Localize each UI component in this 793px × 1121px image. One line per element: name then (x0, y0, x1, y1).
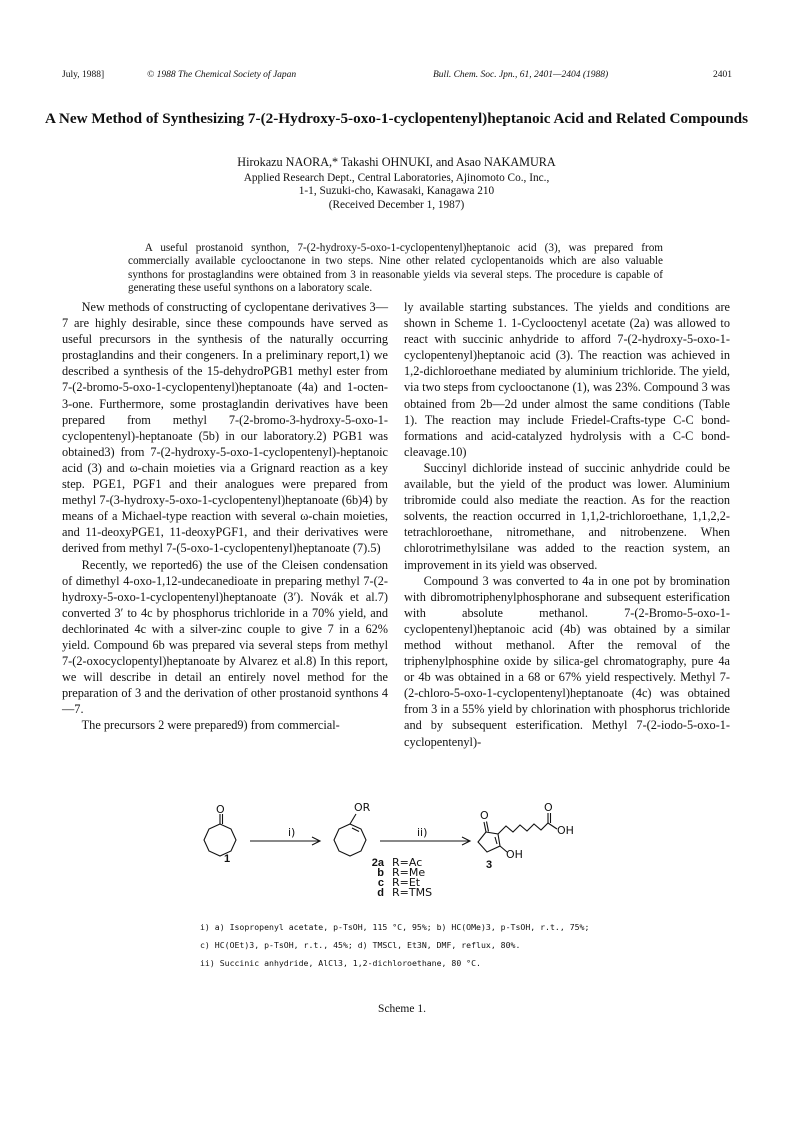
enol-ether-bond (350, 814, 356, 824)
arrow-1-label: i) (288, 826, 296, 839)
compound-label: c (377, 877, 384, 889)
substituent-label: R=Ac (392, 856, 423, 869)
compound-3-label: 3 (486, 859, 493, 871)
substituent-label: R=Et (392, 876, 421, 889)
compound-label: b (377, 867, 384, 879)
abstract: A useful prostanoid synthon, 7-(2-hydroxy-5-oxo-1-cyclopentenyl)heptanoic acid (3), was prepared from commercially available cyclooctanone in two steps. Nine other related cyclopentanoids which are also valuable synthons for prostaglandins were obtained from 3 in reasonable yields via several steps. The procedure is capable of generating these useful synthons on a laboratory scale. (128, 242, 663, 295)
paragraph: New methods of constructing of cyclopentane derivatives 3—7 are highly desirable, since these compounds have served as useful precursors in the synthesis of the naturally occurring prostaglandins and their congeners. In a preliminary report,1) we described a synthesis of the 15-dehydroPGB1 methyl ester from 7-(2-bromo-5-oxo-1-cyclopentenyl)heptanoate (4a) and 1-octen-3-one. Furthermore, some prostaglandin derivatives have been prepared from methyl 7-(2-bromo-3-hydroxy-5-oxo-1-cyclopentenyl)-heptanoate (5b) in our laboratory.2) PGB1 was obtained3) from 7-(2-hydroxy-5-oxo-1-cyclopentenyl)-heptanoic acid (3) and ω-chain moieties via a Grignard reaction as a key step. PGE1, PGF1 and their analogues were prepared from methyl 7-(3-hydroxy-5-oxo-1-cyclopentenyl)heptanoate (6b)4) by means of a Michael-type reaction with several ω-chain moieties, and 11-deoxyPGE1, 11-deoxyPGF1, and their derivatives were derived from methyl 7-(5-oxo-1-cyclopentenyl)heptanoate (7).5) (62, 300, 388, 556)
running-header (62, 70, 742, 84)
paragraph: Compound 3 was converted to 4a in one pot by bromination with dibromotriphenylphosphorane and subsequent esterification with absolute methanol. 7-(2-Bromo-5-oxo-1-cyclopentenyl)heptanoic acid (4b) was obtained by a similar method without methanol. After the removal of the triphenylphosphine oxide by silica-gel chromatography, pure 4a or 4b was obtained in a 68 or 67% yield respectively. Methyl 7-(2-chloro-5-oxo-1-cyclopentenyl)heptanoate (4c) was obtained from 3 in a 55% yield by chlorination with phosphorus trichloride and by subsequent esterification. Methyl 7-(2-iodo-5-oxo-1-cyclopentenyl)- (404, 573, 730, 749)
acid-oh-label: OH (557, 824, 574, 837)
scheme-caption: Scheme 1. (378, 1003, 426, 1015)
condition-line: c) HC(OEt)3, p-TsOH, r.t., 45%; d) TMSCl, Et3N, DMF, reflux, 80%. (200, 940, 521, 950)
ketone-oxygen-label: O (216, 803, 225, 816)
paragraph: Succinyl dichloride instead of succinic anhydride could be available, but the yield of the product was lower. Aluminium tribromide could also mediate the reaction. As for the reaction solvents, the reaction occurred in 1,1,2-trichloroethane, 1,1,2,2-tetrachloroethane, nitromethane, and nitrobenzene. When chlorotrimethylsilane was added to the reaction system, an improvement in its yield was observed. (404, 460, 730, 572)
paragraph: The precursors 2 were prepared9) from commercial- (81, 718, 340, 733)
header-date: July, 1988] (62, 70, 105, 80)
affiliation (40, 172, 753, 212)
header-copyright: © 1988 The Chemical Society of Japan (147, 70, 297, 80)
cyclooctene-ring (334, 824, 366, 856)
article-title: A New Method of Synthesizing 7-(2-Hydroxy-5-oxo-1-cyclopentenyl)heptanoic Acid and Related Compounds (45, 110, 748, 127)
header-journal: Bull. Chem. Soc. Jpn., 61, 2401—2404 (1988) (433, 70, 609, 80)
condition-line: i) a) Isopropenyl acetate, p-TsOH, 115 °C, 95%; b) HC(OMe)3, p-TsOH, r.t., 75%; (200, 922, 590, 932)
compound-2-labels (354, 858, 384, 898)
enol-oh-label: OH (506, 848, 523, 861)
compound-1-label: 1 (224, 853, 231, 865)
paragraph: ly available starting substances. The yields and conditions are shown in Scheme 1. 1-Cyclooctenyl acetate (2a) was allowed to react with succinic anhydride to afford 7-(2-hydroxy-5-oxo-1-cyclopentenyl)heptanoic acid (3). The reaction was achieved in 1,2-dichloroethane mediated by aluminium trichloride. The yield, via two steps from cyclooctanone (1), was 23%. Compound 3 was obtained from 2b—2d under almost the same conditions (Table 1). The reaction may include Friedel-Crafts-type C-C bond-formations and acid-catalyzed hydrolysis with a C-C bond-cleavage.10) (404, 300, 730, 459)
cyclooctane-ring (204, 824, 236, 856)
paragraph: Recently, we reported6) the use of the Cleisen condensation of dimethyl 4-oxo-1,12-undecanedioate in preparing methyl 7-(2-hydroxy-5-oxo-1-cyclopentenyl)heptanoate (3′). Novák et al.7) converted 3′ to 4c by phosphorus trichloride in a 70% yield, and dechlorinated 4c with a silver-zinc couple to give 7 in a 62% yield. Compound 6b was prepared via several steps from methyl 7-(2-oxocyclopentyl)heptanoate by Alvarez et al.8) In this report, we will describe in detail an entirely novel method for the preparation of 3 and the derivation of other prostanoid synthons 4—7. (62, 557, 388, 717)
condition-line: ii) Succinic anhydride, AlCl3, 1,2-dichloroethane, 80 °C. (200, 958, 481, 968)
substituent-label: R=TMS (392, 886, 433, 899)
compound-label: d (377, 887, 384, 899)
compound-label: 2a (371, 857, 384, 869)
body-column-left (62, 299, 388, 734)
affiliation-line: 1-1, Suzuki-cho, Kawasaki, Kanagawa 210 (298, 185, 495, 198)
ring-ketone-o-label: O (480, 809, 489, 822)
heptanoic-chain (498, 823, 557, 834)
body-column-right (404, 299, 730, 750)
compound-2-substituents (392, 858, 432, 898)
author-list: Hirokazu NAORA,* Takashi OHNUKI, and Asao NAKAMURA (237, 155, 556, 169)
scheme-conditions (200, 918, 670, 972)
substituent-label: R=Me (392, 866, 426, 879)
arrow-2-label: ii) (417, 826, 428, 839)
reaction-scheme (180, 801, 620, 900)
header-page-number: 2401 (713, 70, 732, 80)
acid-carbonyl-o-label: O (544, 801, 553, 814)
received-date: (Received December 1, 1987) (328, 198, 465, 211)
enol-or-label: OR (354, 801, 371, 814)
affiliation-line: Applied Research Dept., Central Laboratories, Ajinomoto Co., Inc., (243, 172, 550, 184)
